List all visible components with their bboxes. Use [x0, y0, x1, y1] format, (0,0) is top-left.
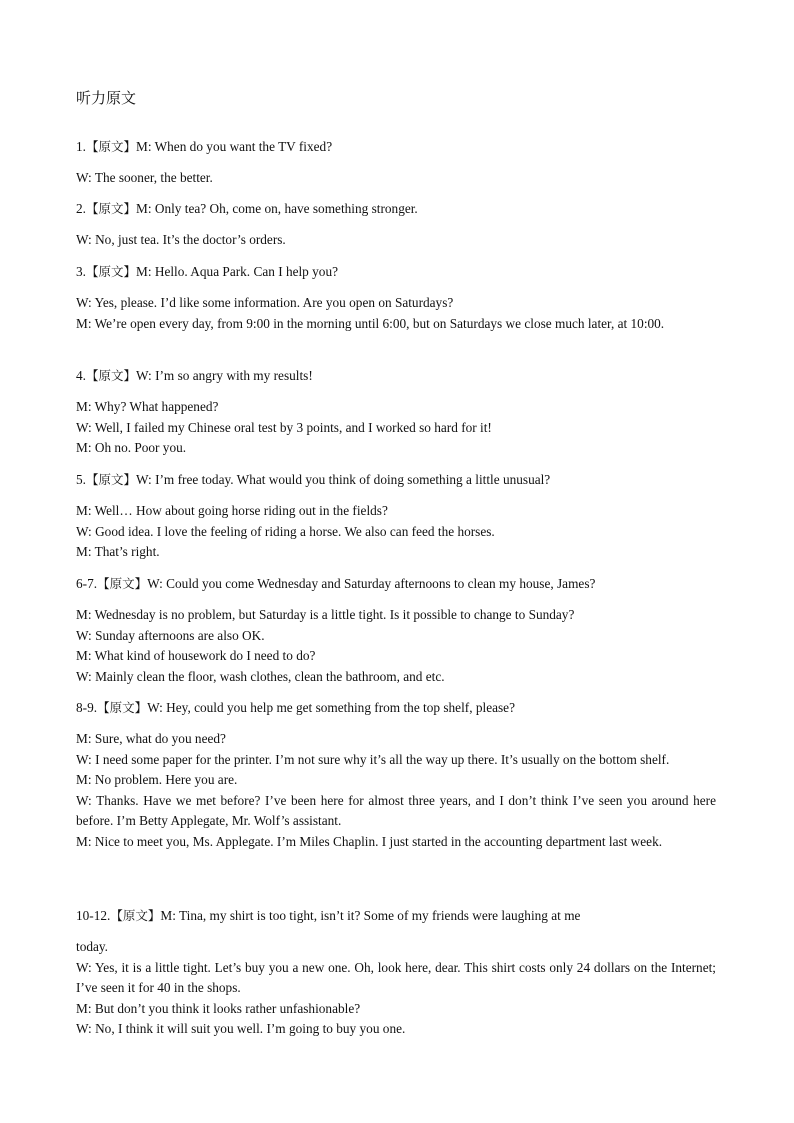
dialogue-line: M: Wednesday is no problem, but Saturday is a little tight. Is it possible to change to Sunday?: [76, 607, 575, 622]
dialogue-line: M: We’re open every day, from 9:00 in the morning until 6:00, but on Saturdays we close much later, at 10:00.: [76, 315, 665, 331]
dialogue-2: [76, 199, 716, 251]
dialogue-line: M: No problem. Here you are.: [76, 772, 238, 788]
dialogue-6-7: [76, 574, 716, 687]
dialogue-heading: 1.【原文】M: When do you want the TV fixed?: [76, 139, 333, 154]
dialogue-line: M: Well… How about going horse riding out in the fields?: [76, 503, 388, 518]
dialogue-line: W: Yes, it is a little tight. Let’s buy you a new one. Oh, look here, dear. This shirt costs only 24 dollars on the Internet; I’ve seen it for 40 in the shops.: [76, 959, 716, 996]
dialogue-line: W: Mainly clean the floor, wash clothes, clean the bathroom, and etc.: [76, 668, 445, 684]
dialogue-4: [76, 366, 716, 459]
dialogue-line: W: Well, I failed my Chinese oral test by 3 points, and I worked so hard for it!: [76, 419, 492, 435]
dialogue-line: M: Oh no. Poor you.: [76, 440, 187, 456]
dialogue-line: W: No, just tea. It’s the doctor’s orders.: [76, 232, 286, 247]
dialogue-line: M: Nice to meet you, Ms. Applegate. I’m Miles Chaplin. I just started in the accounting department last week.: [76, 833, 663, 849]
dialogue-line: W: No, I think it will suit you well. I’m going to buy you one.: [76, 1021, 406, 1037]
dialogue-line: W: Good idea. I love the feeling of riding a horse. We also can feed the horses.: [76, 523, 495, 539]
dialogue-3: [76, 262, 716, 334]
dialogue-heading: 6-7.【原文】W: Could you come Wednesday and Saturday afternoons to clean my house, James?: [76, 576, 596, 591]
dialogue-line: M: What kind of housework do I need to do?: [76, 648, 316, 664]
dialogue-heading: 10-12.【原文】M: Tina, my shirt is too tight, isn’t it? Some of my friends were laughing at me: [76, 908, 581, 923]
dialogue-line: W: Thanks. Have we met before? I’ve been here for almost three years, and I don’t think I’ve seen you around here before. I’m Betty Applegate, Mr. Wolf’s assistant.: [76, 792, 716, 829]
dialogue-heading: 8-9.【原文】W: Hey, could you help me get something from the top shelf, please?: [76, 700, 515, 715]
page-title: 听力原文: [76, 89, 137, 107]
dialogue-line: today.: [76, 939, 109, 954]
dialogue-line: W: Yes, please. I’d like some information. Are you open on Saturdays?: [76, 295, 454, 310]
dialogue-heading: 3.【原文】M: Hello. Aqua Park. Can I help you?: [76, 264, 339, 279]
dialogue-1: [76, 137, 716, 189]
dialogue-10-12: [76, 906, 716, 1040]
dialogue-line: M: That’s right.: [76, 544, 160, 560]
dialogue-8-9: [76, 698, 716, 853]
dialogue-line: M: But don’t you think it looks rather unfashionable?: [76, 1000, 361, 1016]
dialogue-line: M: Sure, what do you need?: [76, 731, 226, 746]
dialogue-line: W: I need some paper for the printer. I’m not sure why it’s all the way up there. It’s usually on the bottom shelf.: [76, 751, 670, 767]
dialogue-line: W: Sunday afternoons are also OK.: [76, 627, 265, 643]
dialogue-line: W: The sooner, the better.: [76, 170, 213, 185]
dialogue-5: [76, 470, 716, 563]
dialogue-heading: 5.【原文】W: I’m free today. What would you think of doing something a little unusual?: [76, 472, 551, 487]
dialogue-line: M: Why? What happened?: [76, 399, 219, 414]
dialogue-heading: 2.【原文】M: Only tea? Oh, come on, have something stronger.: [76, 201, 418, 216]
dialogue-heading: 4.【原文】W: I’m so angry with my results!: [76, 368, 313, 383]
